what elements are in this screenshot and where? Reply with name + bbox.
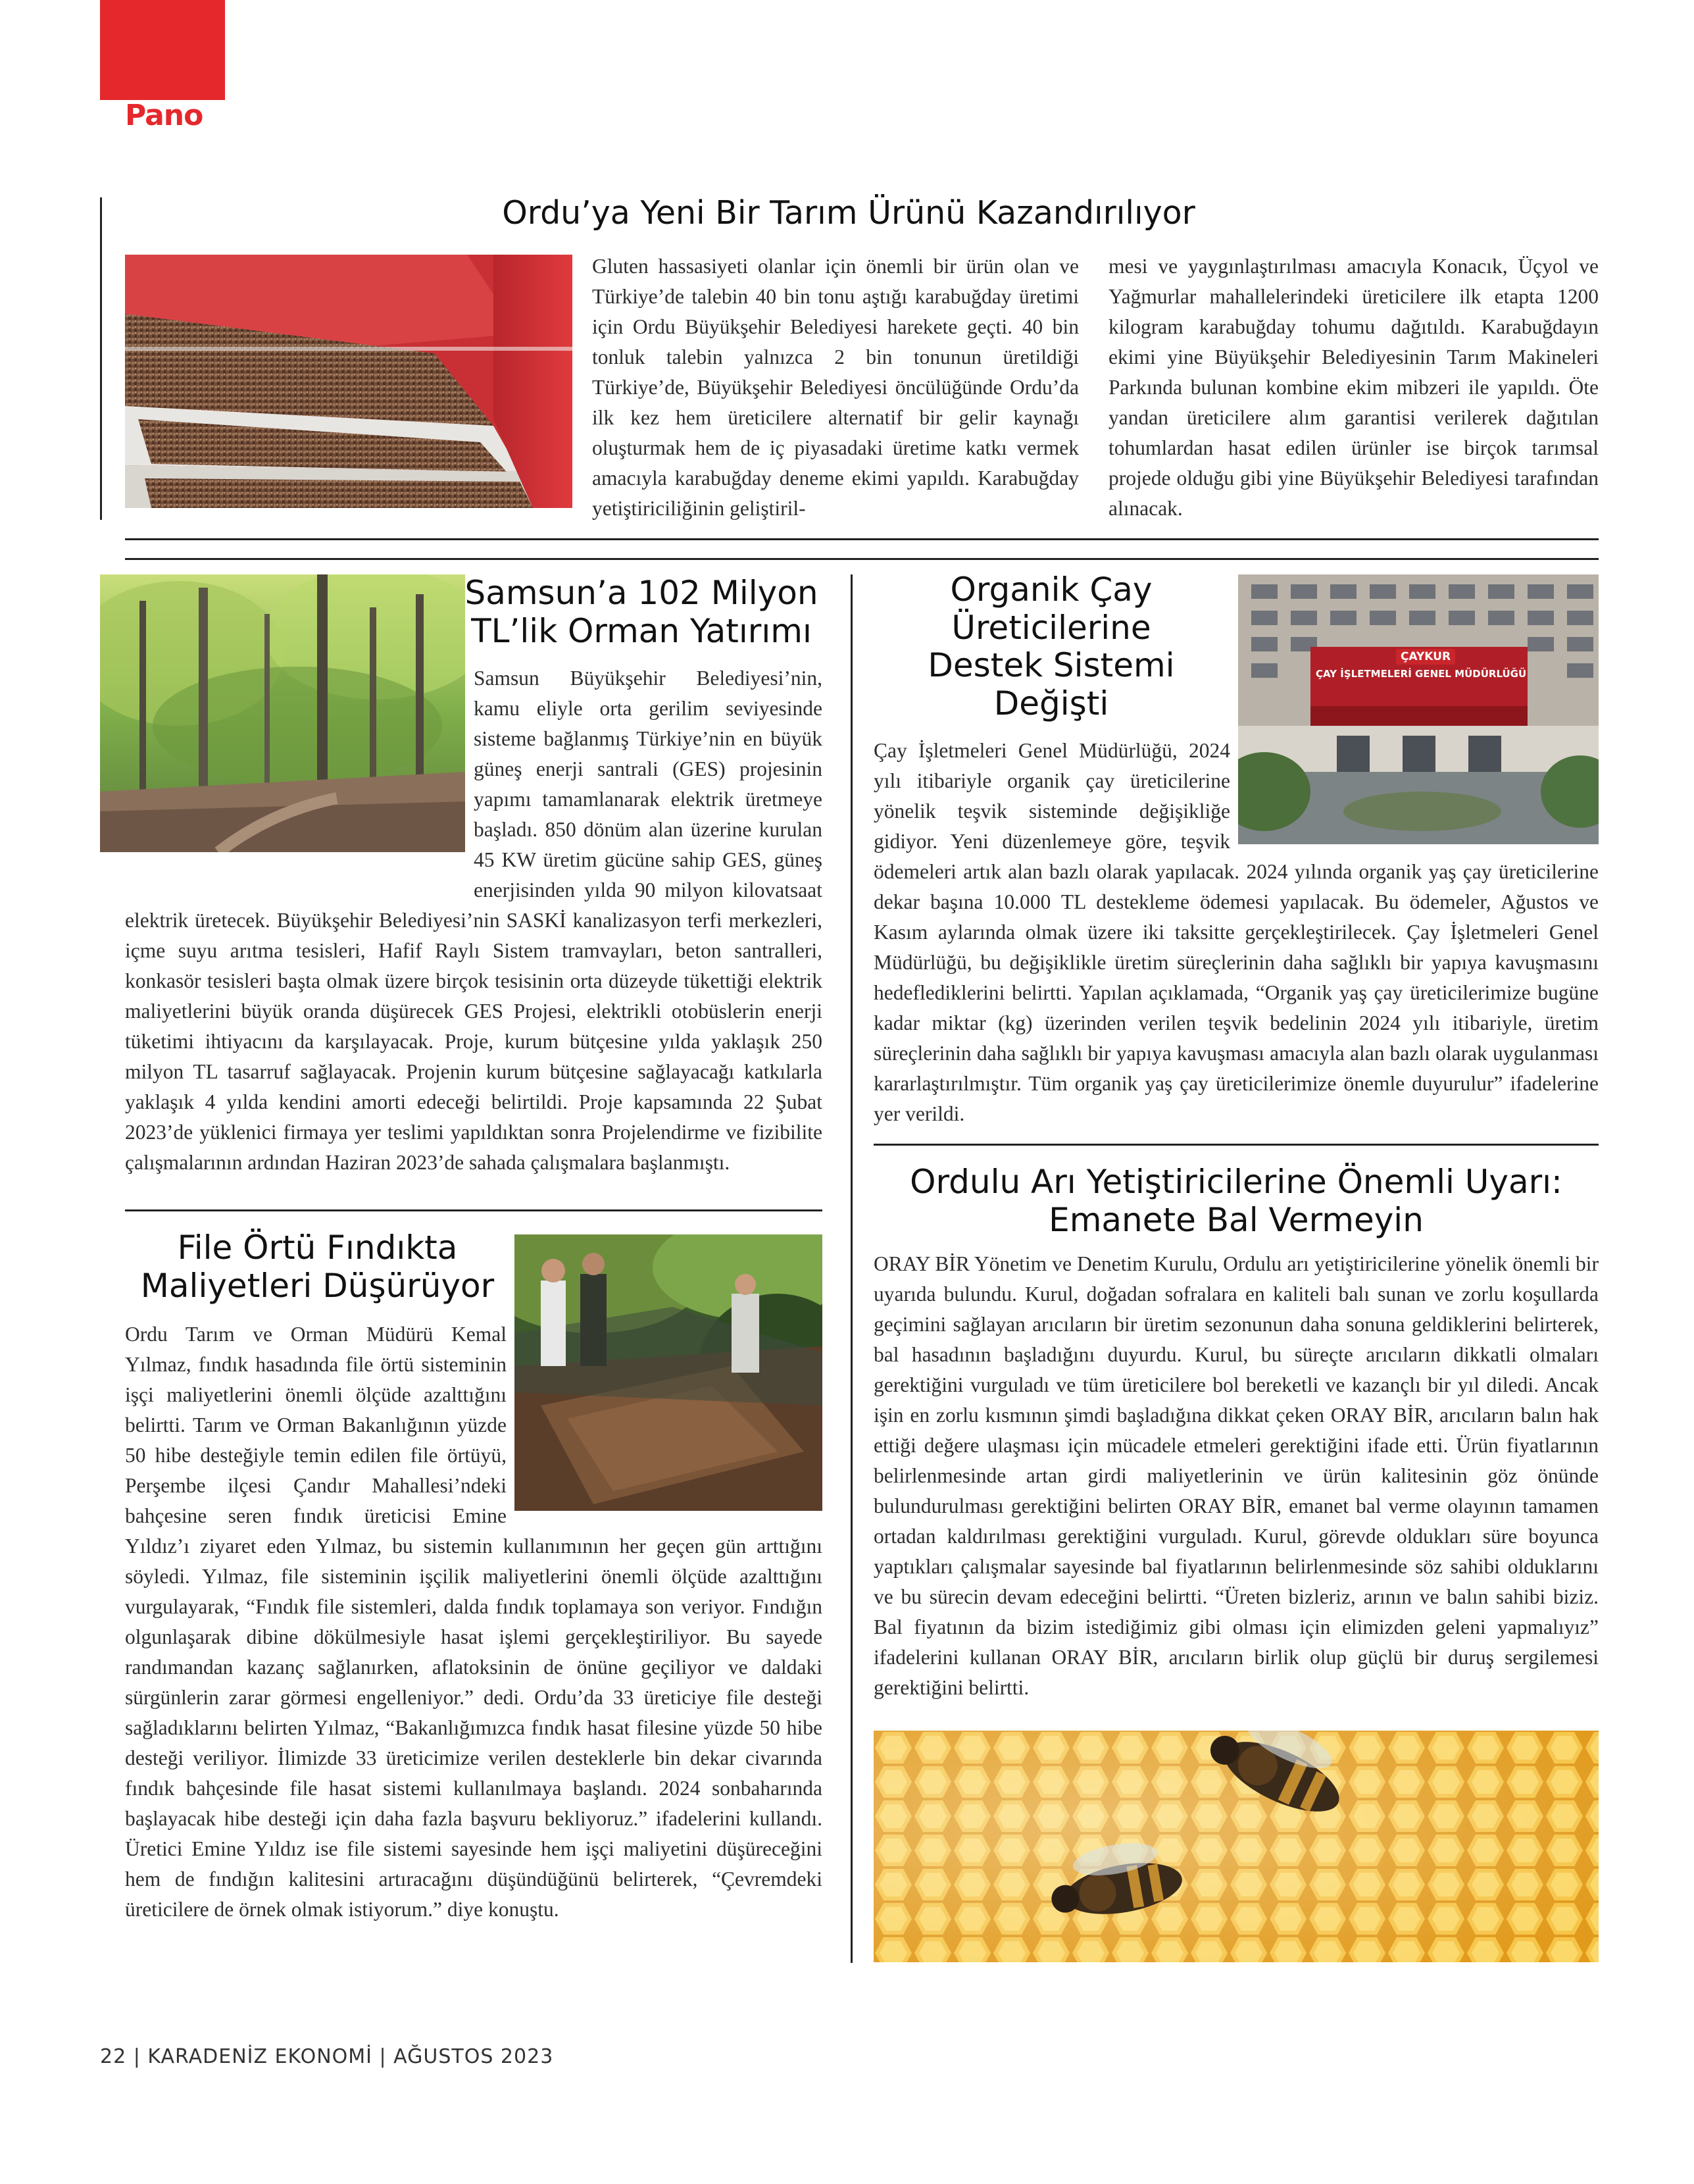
image-spacer xyxy=(507,1319,822,1515)
caykur-logo: ÇAYKUR xyxy=(1396,649,1455,665)
image-spacer xyxy=(125,663,474,882)
title-line: Destek Sistemi xyxy=(928,646,1175,684)
article-body-wrap xyxy=(125,663,822,1178)
buckwheat-seeder-image xyxy=(125,255,572,508)
section-label: Pano xyxy=(125,99,203,132)
article-body-wrap xyxy=(125,1319,822,1925)
article-body-col1: Gluten hassasiyeti olanlar için önemli bir ürün olan ve Türkiye’de talebin 40 bin tonu aştığı karabuğday üretimi için Ordu Büyükşehir Belediyesi harekete geçti. 40 bin tonluk talebin yalnızca 2 bin tonunun üretildiği Türkiye’de, Büyükşehir Belediyesi öncülüğünde Ordu’da ilk kez hem üreticilere alternatif bir gelir kaynağı oluşturmak hem de iç piyasadaki üretime katkı vermek amacıyla karabuğday deneme ekimi yapıldı. Karabuğday yetiştiriciliğinin geliştiril- xyxy=(592,255,1079,520)
image-spacer xyxy=(1230,736,1599,845)
article-body-col2: mesi ve yaygınlaştırılması amacıyla Konacık, Üçyol ve Yağmurlar mahallelerindeki üreticilere ilk etapta 1200 kilogram karabuğday tohumu dağıtıldı. Karabuğdayın ekimi yine Büyükşehir Belediyesinin Tarım Makineleri Parkında bulunan kombine ekim mibzeri ile yapıldı. Öte yandan üreticilere alım garantisi verilerek dağıtılan tohumlardan hasat edilen ürünler ise birçok tarımsal projede olduğu gibi yine Büyükşehir Belediyesi tarafından alınacak. xyxy=(1109,255,1599,520)
title-line: Ordulu Arı Yetiştiricilerine Önemli Uyarı: xyxy=(910,1163,1562,1201)
article-title xyxy=(461,574,822,650)
divider xyxy=(125,558,1599,560)
title-line: File Örtü Fındıkta xyxy=(177,1229,458,1267)
column-rule xyxy=(100,197,102,520)
title-line: Değişti xyxy=(993,684,1109,723)
building-sign-text: ÇAY İŞLETMELERİ GENEL MÜDÜRLÜĞÜ xyxy=(1316,668,1527,680)
title-line: Organik Çay xyxy=(950,571,1153,609)
section-tab xyxy=(100,0,225,100)
article-body: ORAY BİR Yönetim ve Denetim Kurulu, Ordulu arı yetiştiricilerine yönelik önemli bir uyarıda bulundu. Kurul, doğadan sofralara en kaliteli balı sunan ve zorlu koşullarda geçimini sağlayan arıcıların bir üretim sezonunun daha sonuna geldiklerini belirterek, bal hasadının başladığını duyurdu. Kurul, bu süreçte arıcıların dikkatli olmaları gerektiğini vurguladı ve tüm üreticilere bol bereketli ve kazançlı bir yıl diledi. Ancak işin en zorlu kısmının şimdi başladığına dikkat çeken ORAY BİR, arıcıların balın hak ettiği değere ulaşması için mücadele etmeleri gerektiğini ifade etti. Ürün fiyatlarının belirlenmesinde artan girdi maliyetlerinin ve ürün kalitesinin göz önünde bulundurulması gerektiğini belirten ORAY BİR, emanet bal verme olayının tamamen ortadan kaldırılması gerektiğini vurguladı. Kurul, görevde oldukları süre boyunca yaptıkları çalışmalar sayesinde bal fiyatlarının belirlenmesinde söz sahibi olduklarını ve bu sürecin devam edeceğini belirtti. “Üreten bizleriz, arının ve balın sahibi biziz. Bal fiyatının da bizim istediğimiz gibi olması için elimizden geleni yapmalıyız” ifadelerini kullanan ORAY BİR, arıcıların birlik olup güçlü bir duruş sergilemesi gerektiğini belirtti. xyxy=(874,1252,1599,1699)
article-body: Ordu Tarım ve Orman Müdürü Kemal Yılmaz, fındık hasadında file örtü sisteminin işçi maliyetlerini önemli ölçüde azalttığını belirtti. Tarım ve Orman Bakanlığının yüzde 50 hibe desteğiyle temin edilen file örtüyü, Perşembe ilçesi Çandır Mahallesi’ndeki bahçesine seren fındık üreticisi Emine Yıldız’ı ziyaret eden Yılmaz, bu sistemin kullanımının her geçen gün arttığını söyledi. Yılmaz, file sisteminin işçilik maliyetlerini önemli ölçüde azalttığını vurgulayarak, “Fındık file sistemleri, dalda fındık toplamaya son veriyor. Fındığın olgunlaşarak dibine dökülmesiyle hasat işlemi gerçekleştiriliyor. Bu sayede randımandan kazanç sağlanırken, aflatoksinin de önüne geçiliyor ve daldaki sürgünlerin zarar görmesi engelleniyor.” dedi. Ordu’da 33 üreticiye file desteği sağladıklarını belirten Yılmaz, “Bakanlığımızca fındık hasat filesine yüzde 50 hibe desteği veriliyor. İlimizde 33 üreticimize verilen desteklerle bin dekar civarında fındık bahçesinde file hasat sistemi kullanılmaya başlandı. 2024 sonbaharında başlayacak hibe desteği için daha fazla başvuru bekliyoruz.” ifadelerini kullandı. Üretici Emine Yıldız ise file sistemi sayesinde hem işçi maliyetini düşüreceğini hem de fındığın kalitesini artıracağını düşündüğünü belirterek, “Çevremdeki üreticilere de örnek olmak istiyorum.” diye konuştu. xyxy=(125,1323,822,1921)
article-title xyxy=(874,1163,1599,1239)
title-line: TL’lik Orman Yatırımı xyxy=(471,611,812,650)
title-line: Üreticilerine xyxy=(951,608,1151,647)
column-rule xyxy=(851,574,853,1963)
article-body-wrap xyxy=(874,736,1599,1129)
title-line: Samsun’a 102 Milyon xyxy=(464,574,818,612)
honeycomb-bees-image xyxy=(874,1731,1599,1962)
article-title xyxy=(125,1229,510,1305)
article-body: Çay İşletmeleri Genel Müdürlüğü, 2024 yılı itibariyle organik çay üreticilerine yönelik teşvik sisteminde değişikliğe gidiyor. Yeni düzenlemeye göre, teşvik ödemeleri artık alan bazlı olarak yapılacak. 2024 yılında organik yaş çay üreticilerine dekar başına 10.000 TL destekleme ödemesi yapılacak. Bu ödemeler, Ağustos ve Kasım aylarında olmak üzere iki taksitte gerçekleştirilecek. Çay İşletmeleri Genel Müdürlüğü, bu değişiklikle üretim süreçlerinin daha sağlıklı bir yapıya kavuşmasını hedeflediklerini belirtti. Yapılan açıklamada, “Organik yaş çay üreticilerimize bugüne kadar miktar (kg) üzerinden verilen teşvik bedelinin 2024 yılı itibariyle, üretim süreçlerinin daha sağlıklı bir yapıya kavuşması amacıyla alan bazlı olarak uygulanması kararlaştırılmıştır. Tüm organik yaş çay üreticilerimize önemle duyurulur” ifadelerine yer verildi. xyxy=(874,739,1599,1125)
divider xyxy=(125,538,1599,540)
article-body: Samsun Büyükşehir Belediyesi’nin, kamu eliyle orta gerilim seviyesinde sisteme bağlanmış Türkiye’nin en büyük güneş enerji santrali (GES) projesinin yapımı tamamlanarak elektrik üretmeye başladı. 850 dönüm alan üzerine kurulan 45 KW üretim gücüne sahip GES, güneş enerjisinden yılda 90 milyon kilovatsaat elektrik üretecek. Büyükşehir Belediyesi’nin SASKİ kanalizasyon terfi merkezleri, içme suyu arıtma tesisleri, Hafif Raylı Sistem tramvayları, beton santralleri, konkasör tesisleri başta olmak üzere birçok tesisinin orta düzeyde tükettiği elektrik maliyetlerini büyük oranda düşürecek GES Projesi, elektrikli otobüslerin enerji tüketimi ihtiyacını da karşılayacak. Proje, kurum bütçesine yılda yaklaşık 250 milyon TL tasarruf sağlayacak. Projenin kurum bütçesine sağlayacağı katkılarla yaklaşık 4 yılda kendini amorti edeceği belirtildi. Proje kapsamında 22 Şubat 2023’de yüklenici firmaya yer teslimi yapıldıktan sonra Projelendirme ve fizibilite çalışmalarının ardından Haziran 2023’de sahada çalışmalara başlanmıştı. xyxy=(125,667,822,1174)
divider xyxy=(125,1209,822,1211)
divider xyxy=(874,1144,1599,1146)
title-line: Emanete Bal Vermeyin xyxy=(1049,1200,1424,1239)
article-title xyxy=(874,571,1229,723)
page-footer: 22 | KARADENİZ EKONOMİ | AĞUSTOS 2023 xyxy=(100,2045,554,2068)
title-line: Maliyetleri Düşürüyor xyxy=(140,1266,495,1305)
article-title: Ordu’ya Yeni Bir Tarım Ürünü Kazandırılıyor xyxy=(502,194,1195,232)
